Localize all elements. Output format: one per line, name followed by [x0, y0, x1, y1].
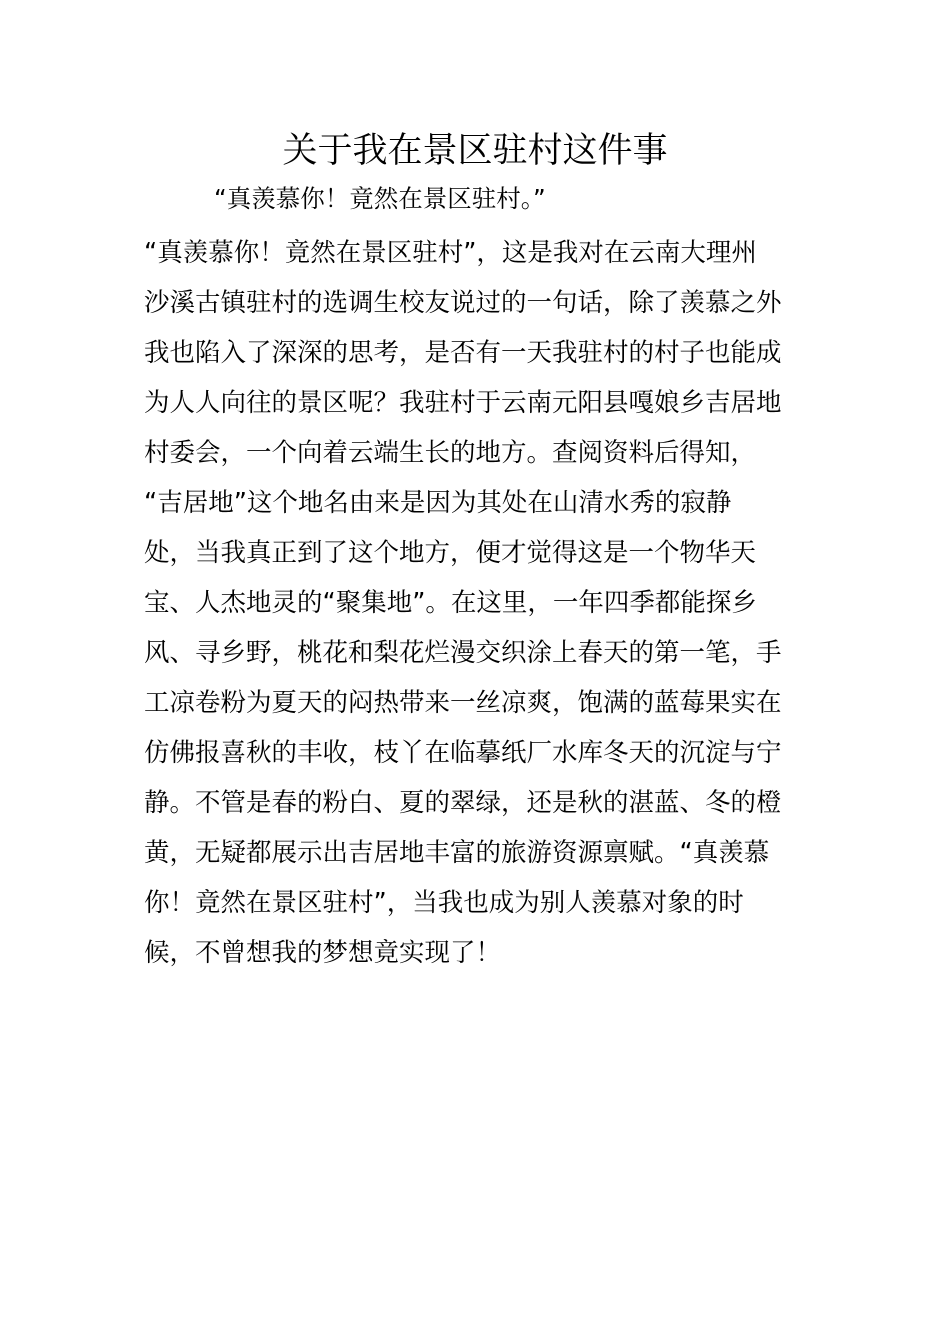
body-line: 你！竟然在景区驻村”，当我也成为别人羡慕对象的时 — [144, 888, 744, 918]
body-line: 宝、人杰地灵的“聚集地”。在这里，一年四季都能探乡 — [144, 588, 757, 618]
body-line: 风、寻乡野，桃花和梨花烂漫交织涂上春天的第一笔，手 — [144, 638, 782, 668]
document-title: 关于我在景区驻村这件事 — [282, 131, 668, 171]
body-line: 沙溪古镇驻村的选调生校友说过的一句话，除了羡慕之外 — [144, 288, 782, 318]
body-paragraph — [144, 228, 814, 978]
body-line: 工凉卷粉为夏天的闷热带来一丝凉爽，饱满的蓝莓果实在 — [144, 688, 782, 718]
body-line: 仿佛报喜秋的丰收，枝丫在临摹纸厂水库冬天的沉淀与宁 — [144, 738, 782, 768]
body-line: 候，不曾想我的梦想竟实现了！ — [144, 938, 502, 968]
body-line: 静。不管是春的粉白、夏的翠绿，还是秋的湛蓝、冬的橙 — [144, 788, 782, 818]
document-subtitle: “真羡慕你！竟然在景区驻村。” — [214, 184, 546, 213]
body-line: “吉居地”这个地名由来是因为其处在山清水秀的寂静 — [144, 488, 732, 518]
body-line: 处，当我真正到了这个地方，便才觉得这是一个物华天 — [144, 538, 757, 568]
body-line: 我也陷入了深深的思考，是否有一天我驻村的村子也能成 — [144, 338, 782, 368]
body-line: 黄，无疑都展示出吉居地丰富的旅游资源禀赋。“真羡慕 — [144, 838, 770, 868]
body-line: “真羡慕你！竟然在景区驻村”，这是我对在云南大理州 — [144, 238, 757, 268]
body-line: 村委会，一个向着云端生长的地方。查阅资料后得知， — [144, 438, 757, 468]
body-line: 为人人向往的景区呢？我驻村于云南元阳县嘎娘乡吉居地 — [144, 388, 782, 418]
